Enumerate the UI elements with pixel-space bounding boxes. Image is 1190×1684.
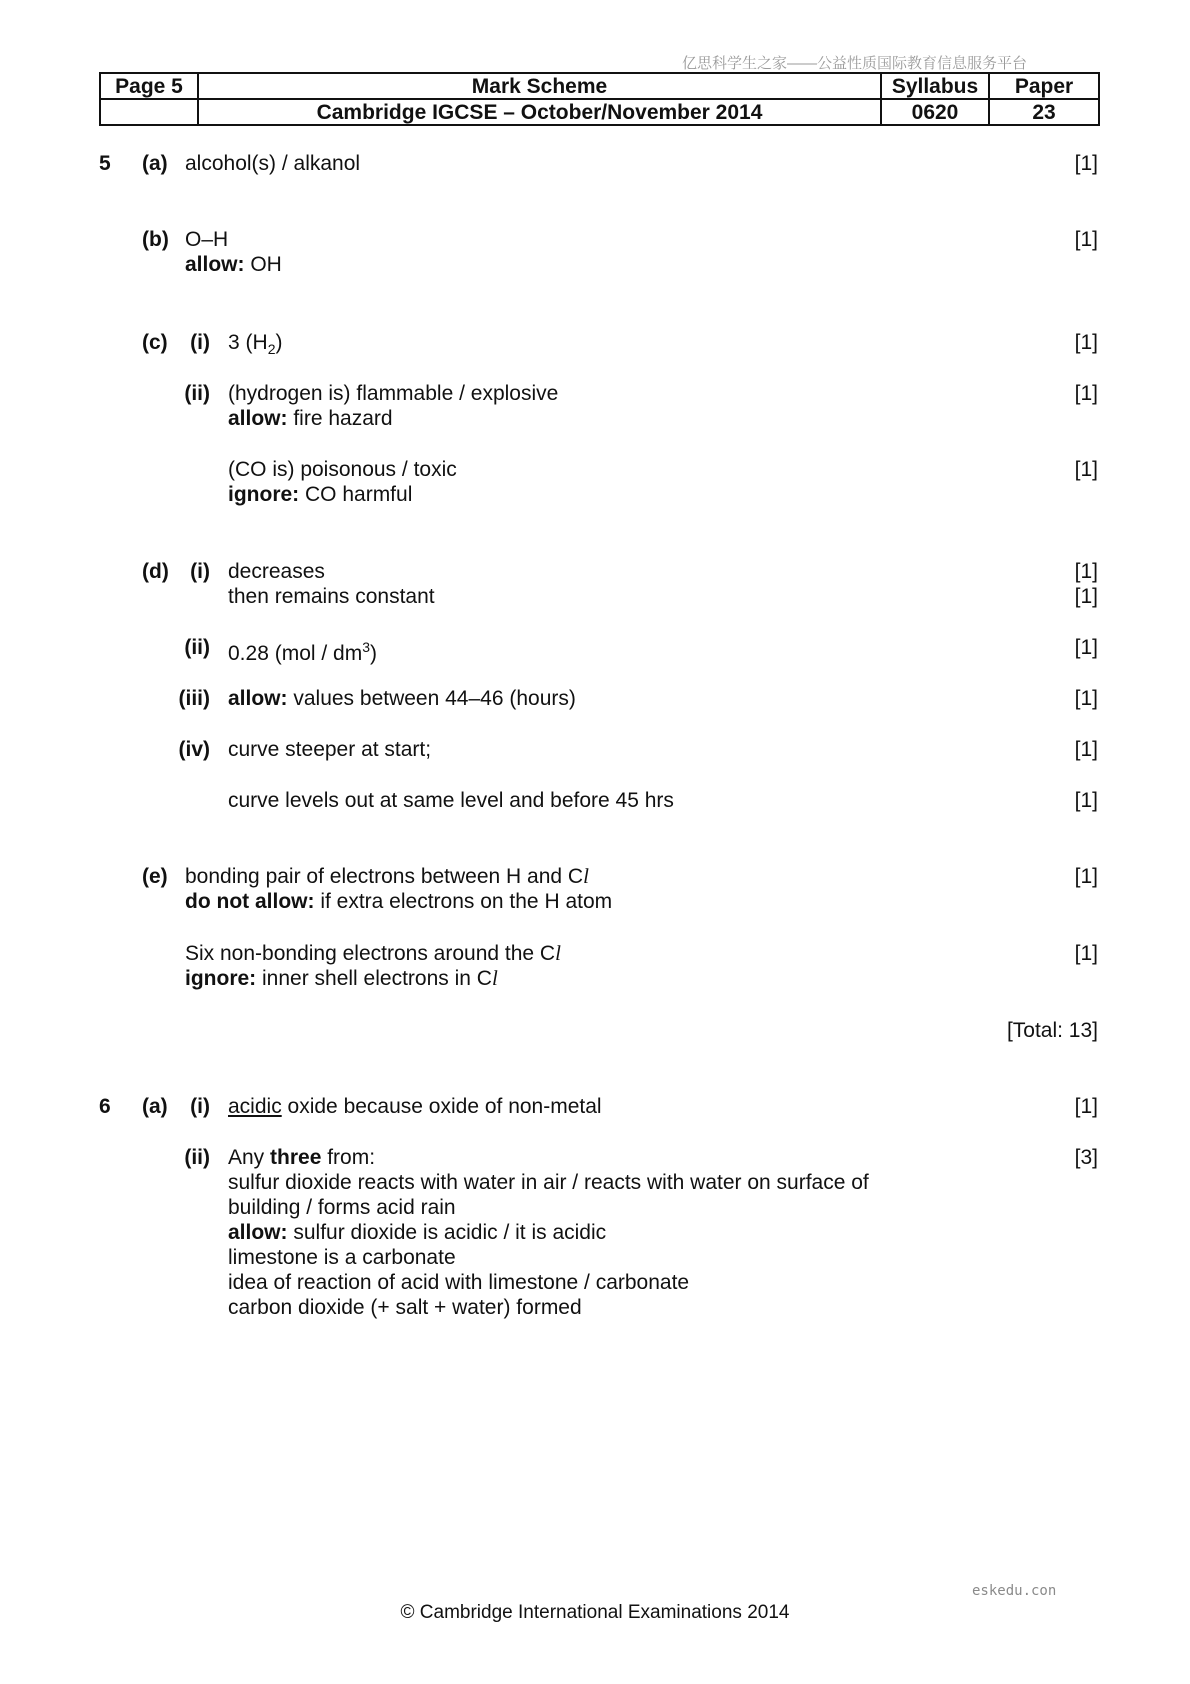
mark-scheme-title: Mark Scheme: [198, 73, 881, 99]
part-label: (d): [142, 560, 169, 583]
subpart-label: (i): [190, 560, 210, 583]
mark: [1]: [1074, 382, 1098, 405]
allow-line: [185, 252, 282, 277]
mark: [1]: [1074, 789, 1098, 812]
question-number: 5: [99, 152, 111, 175]
answer-block: [228, 381, 558, 431]
answer-line: [185, 941, 561, 966]
ignore-line: [185, 966, 561, 991]
chlorine-l: l: [555, 941, 561, 965]
superscript: 3: [362, 639, 371, 655]
footer-copyright: © Cambridge International Examinations 2014: [400, 1602, 790, 1623]
subpart-label: (i): [190, 1095, 210, 1118]
question-number: 6: [99, 1095, 111, 1118]
answer-line: carbon dioxide (+ salt + water) formed: [228, 1296, 582, 1319]
header-table: [99, 72, 1100, 126]
syllabus-code: 0620: [881, 99, 989, 125]
answer-text: Six non-bonding electrons around the C: [185, 942, 556, 965]
ignore-label: ignore:: [185, 967, 257, 990]
ignore-text: inner shell electrons in C: [256, 967, 492, 990]
mark: [1]: [1074, 458, 1098, 481]
ignore-text: CO harmful: [299, 483, 413, 506]
allow-line: [228, 406, 558, 431]
answer-line: limestone is a carbonate: [228, 1246, 456, 1269]
answer-text: alcohol(s) / alkanol: [185, 152, 361, 175]
answer-line: building / forms acid rain: [228, 1196, 456, 1219]
subpart-label: (i): [190, 331, 210, 354]
answer-text: [228, 635, 377, 666]
answer-block: [185, 864, 612, 914]
part-label: (a): [142, 1095, 168, 1118]
mark: [1]: [1074, 738, 1098, 761]
allow-text: OH: [244, 253, 282, 276]
part-label: (c): [142, 331, 168, 354]
subscript: 2: [267, 341, 276, 358]
intro-bold: three: [270, 1146, 322, 1169]
chlorine-l: l: [583, 864, 589, 888]
answer-text: [228, 1094, 602, 1119]
allow-line: [228, 1220, 869, 1245]
mark: [1]: [1074, 687, 1098, 710]
intro-post: from:: [321, 1146, 376, 1169]
answer-line: idea of reaction of acid with limestone / carbonate: [228, 1271, 690, 1294]
subpart-label: (iv): [178, 738, 210, 761]
answer-text: [228, 686, 576, 711]
ignore-label: ignore:: [228, 483, 300, 506]
intro-pre: Any: [228, 1146, 271, 1169]
mark: [3]: [1074, 1146, 1098, 1169]
answer-tail: ): [275, 331, 283, 354]
allow-text: fire hazard: [287, 407, 393, 430]
answer-block: [228, 457, 457, 507]
mark: [1]: [1074, 585, 1098, 608]
watermark-top: 亿思科学生之家——公益性质国际教育信息服务平台: [682, 55, 1028, 72]
mark: [1]: [1074, 228, 1098, 251]
answer-text: curve levels out at same level and before 45 hrs: [228, 789, 674, 812]
answer-main: 3 (H: [228, 331, 268, 354]
subpart-label: (ii): [184, 636, 210, 659]
allow-label: allow:: [228, 407, 288, 430]
answer-block: [185, 227, 282, 277]
marks: [1075, 559, 1098, 609]
exam-title: Cambridge IGCSE – October/November 2014: [198, 99, 881, 125]
mark: [1]: [1074, 636, 1098, 659]
answer-block: [228, 1145, 869, 1320]
answer-line: [185, 864, 612, 889]
part-label: (a): [142, 152, 168, 175]
answer-rest: oxide because oxide of non-metal: [281, 1095, 602, 1118]
syllabus-label: Syllabus: [881, 73, 989, 99]
mark: [1]: [1074, 942, 1098, 965]
allow-label: allow:: [228, 687, 288, 710]
do-not-allow-text: if extra electrons on the H atom: [314, 890, 613, 913]
allow-label: allow:: [185, 253, 245, 276]
mark: [1]: [1074, 1095, 1098, 1118]
answer-main: 0.28 (mol / dm: [228, 642, 363, 665]
answer-text: (CO is) poisonous / toxic: [228, 458, 457, 481]
mark: [1]: [1074, 560, 1098, 583]
answer-tail: ): [370, 642, 378, 665]
mark: [1]: [1074, 331, 1098, 354]
mark: [1]: [1074, 152, 1098, 175]
page-number: Page 5: [100, 73, 198, 99]
answer-block: [185, 941, 561, 991]
answer-line: sulfur dioxide reacts with water in air / reacts with water on surface of: [228, 1171, 869, 1194]
answer-line: decreases: [228, 560, 325, 583]
ignore-line: [228, 482, 457, 507]
do-not-allow-line: [185, 889, 612, 914]
answer-text: [228, 330, 282, 362]
subpart-label: (iii): [178, 687, 210, 710]
allow-text: sulfur dioxide is acidic / it is acidic: [287, 1221, 607, 1244]
answer-text: (hydrogen is) flammable / explosive: [228, 382, 559, 405]
chlorine-l: l: [491, 966, 498, 990]
do-not-allow-label: do not allow:: [185, 890, 315, 913]
mark: [1]: [1074, 865, 1098, 888]
answer-block: [228, 559, 435, 609]
subpart-label: (ii): [184, 382, 210, 405]
paper-number: 23: [989, 99, 1099, 125]
part-label: (e): [142, 865, 168, 888]
paper-label: Paper: [989, 73, 1099, 99]
subpart-label: (ii): [184, 1146, 210, 1169]
answer-line: then remains constant: [228, 585, 435, 608]
underlined-word: acidic: [228, 1095, 282, 1118]
answer-text: curve steeper at start;: [228, 738, 432, 761]
allow-label: allow:: [228, 1221, 288, 1244]
watermark-bottom: eskedu.con: [972, 1583, 1057, 1599]
part-label: (b): [142, 228, 169, 251]
total-mark: [Total: 13]: [1006, 1019, 1098, 1042]
header-blank: [100, 99, 198, 125]
answer-text: bonding pair of electrons between H and C: [185, 865, 584, 888]
allow-text: values between 44–46 (hours): [287, 687, 576, 710]
answer-intro: [228, 1145, 869, 1170]
answer-text: O–H: [185, 228, 229, 251]
